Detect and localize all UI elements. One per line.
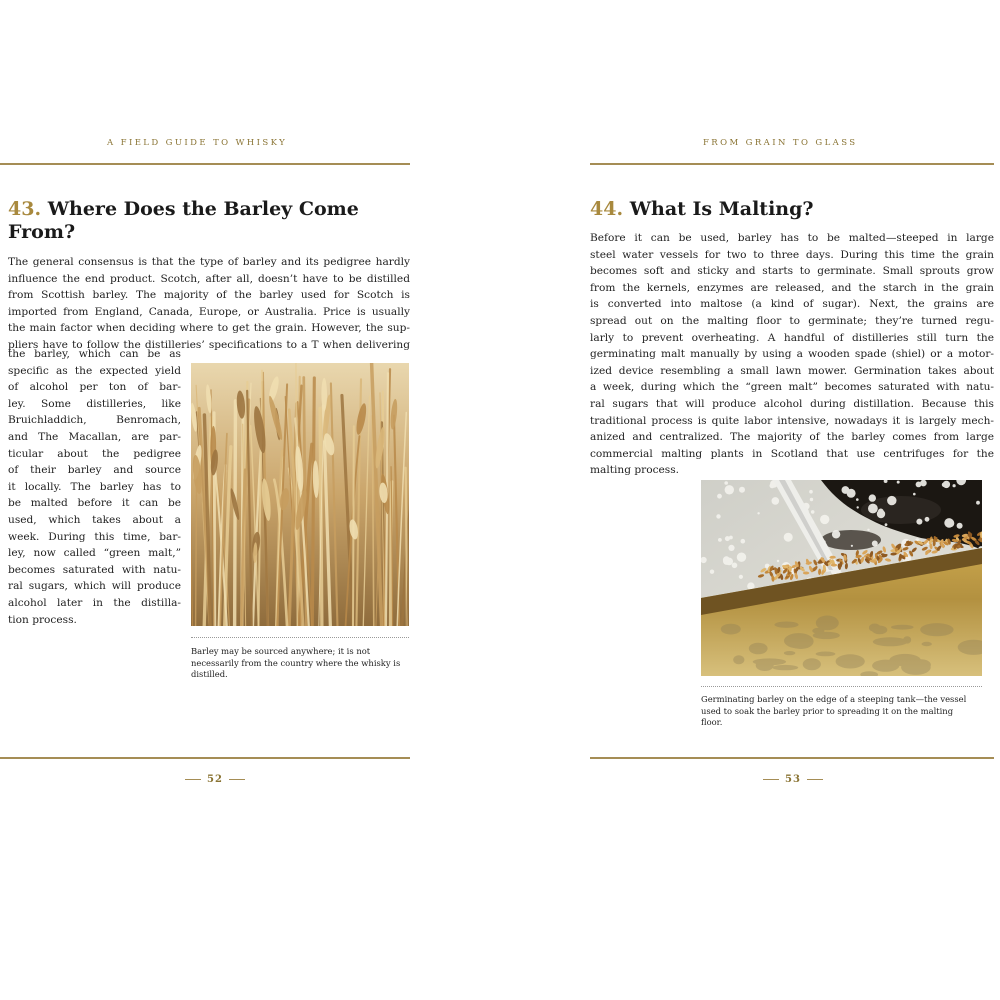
body-line: anized and centralized. The majority of the barley comes from large xyxy=(590,431,994,444)
body-line: of their barley and source xyxy=(8,464,181,477)
body-line: becomes saturated with natu- xyxy=(8,563,181,576)
body-line: it locally. The barley has to xyxy=(8,480,181,493)
body-line: used, which takes about a xyxy=(8,513,181,526)
body-line: tion process. xyxy=(8,613,77,626)
header-rule xyxy=(0,163,410,165)
body-line: ized device resembling a small lawn mower. Germination takes about xyxy=(590,364,994,377)
body-line: The general consensus is that the type of barley and its pedigree hardly xyxy=(8,256,410,268)
body-line: commercial malting plants in Scotland that use centrifuges for the xyxy=(590,447,994,460)
body-text-narrow xyxy=(8,346,181,628)
body-line: larly to prevent overheating. A handful of distilleries still turn the xyxy=(590,331,994,344)
barley-field-photo xyxy=(191,363,409,626)
steeping-tank-photo xyxy=(701,480,982,676)
section-title-text: Where Does the Barley Come From? xyxy=(8,198,359,243)
running-head: A FIELD GUIDE TO WHISKY xyxy=(107,138,288,148)
body-line: the barley, which can be as xyxy=(8,348,181,360)
body-line: ticular about the pedigree xyxy=(8,447,181,460)
body-line: Before it can be used, barley has to be malted—steeped in large xyxy=(590,232,994,244)
body-line: steel water vessels for two to three days. During this time the grain xyxy=(590,248,994,261)
body-line: imported from England, Canada, Europe, or Australia. Price is usually xyxy=(8,305,410,318)
header-rule xyxy=(590,163,994,165)
body-line: malting process. xyxy=(590,464,680,477)
photo-caption: Germinating barley on the edge of a steeping tank—the vessel used to soak the barley prior to spreading it on the malting floor. xyxy=(701,694,967,727)
photo-caption: Barley may be sourced anywhere; it is not necessarily from the country where the whisky is distilled. xyxy=(191,646,401,679)
body-line: traditional process is quite labor intensive, nowadays it is largely mech- xyxy=(590,414,994,427)
caption-divider xyxy=(701,686,982,687)
body-line: of alcohol per ton of bar- xyxy=(8,381,181,394)
body-line: alcohol later in the distilla- xyxy=(8,596,181,609)
body-line: is converted into maltose (a kind of sugar). Next, the grains are xyxy=(590,298,994,311)
section-number: 43. xyxy=(8,198,42,220)
body-line: spread out on the malting floor to germinate; they’re turned regu- xyxy=(590,314,994,327)
right-page xyxy=(590,0,994,1000)
section-number: 44. xyxy=(590,198,624,220)
caption-divider xyxy=(191,637,409,638)
footer-rule xyxy=(590,757,994,759)
body-line: a week, during which the “green malt” becomes saturated with natu- xyxy=(590,381,994,394)
body-line: be malted before it can be xyxy=(8,497,181,510)
body-text-full xyxy=(8,254,410,354)
page-number: 53 xyxy=(757,774,829,785)
body-line: specific as the expected yield xyxy=(8,364,181,377)
body-line: ley, now called “green malt,” xyxy=(8,547,181,560)
section-title xyxy=(8,198,388,244)
body-line: week. During this time, bar- xyxy=(8,530,181,543)
body-line: ley. Some distilleries, like xyxy=(8,397,181,410)
left-page xyxy=(0,0,410,1000)
body-line: germinating malt manually by using a wooden spade (shiel) or a motor- xyxy=(590,348,994,361)
body-line: Bruichladdich, Benromach, xyxy=(8,414,181,427)
body-line: from Scottish barley. The majority of the barley used for Scotch is xyxy=(8,289,410,302)
body-line: ral sugars, which will produce xyxy=(8,580,181,593)
body-line: becomes soft and sticky and starts to germinate. Small sprouts grow xyxy=(590,265,994,278)
body-line: pliers have to follow the distilleries’ specifications to a T when delivering xyxy=(8,338,410,351)
body-line: from the kernels, enzymes are released, and the starch in the grain xyxy=(590,281,994,294)
body-line: the main factor when deciding where to get the grain. However, the sup- xyxy=(8,322,410,335)
section-title xyxy=(590,198,970,221)
body-line: ral sugars that will produce alcohol during distillation. Because this xyxy=(590,397,994,410)
section-title-text: What Is Malting? xyxy=(629,198,814,220)
body-line: influence the end product. Scotch, after all, doesn’t have to be distilled xyxy=(8,272,410,285)
page-number: 52 xyxy=(179,774,251,785)
footer-rule xyxy=(0,757,410,759)
body-text xyxy=(590,230,994,479)
running-head: FROM GRAIN TO GLASS xyxy=(703,138,858,148)
body-line: and The Macallan, are par- xyxy=(8,430,181,443)
